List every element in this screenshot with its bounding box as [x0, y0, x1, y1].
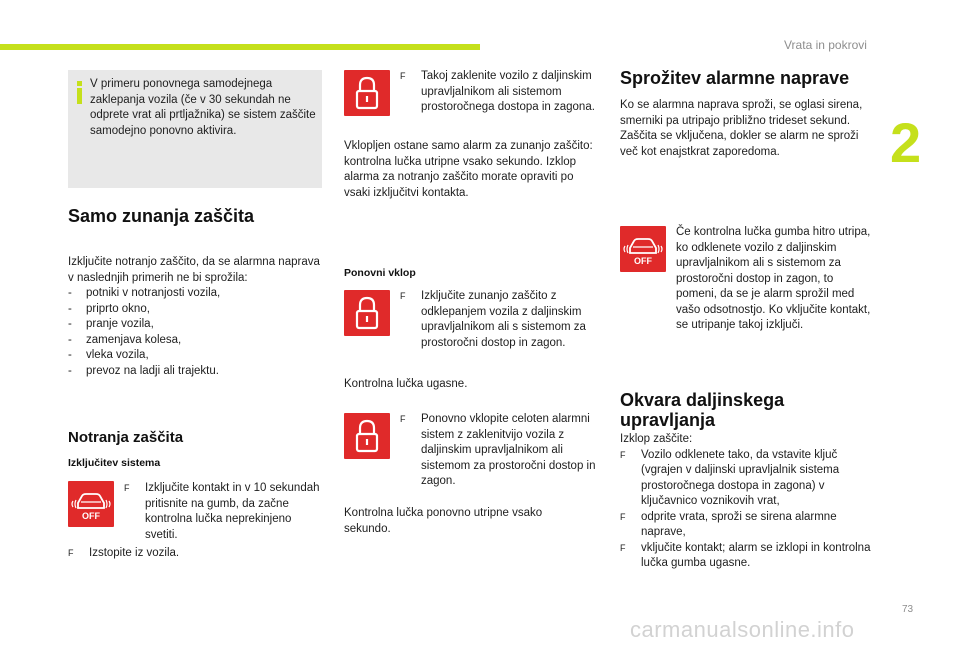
- step-reenable-alarm: F Ponovno vklopite celoten alarmni sistem z zaklenitvijo vozila z daljinskim upravljalnikom ali sistemom za prostoročni dostop in zagon.: [400, 413, 596, 487]
- heading-exterior-protection: Samo zunanja zaščita: [68, 206, 255, 226]
- alarm-off-label: OFF: [82, 511, 100, 521]
- alarm-off-icon: [68, 481, 114, 527]
- fault-steps: [620, 448, 876, 572]
- step-exit-vehicle: F Izstopite iz vozila.: [68, 547, 180, 559]
- step-disable-exterior: F Izključite zunanjo zaščito z odklepanjem vozila z daljinskim upravljalnikom ali s sistemom za prostoročni dostop in zagon.: [400, 290, 586, 349]
- para-light-off: Kontrolna lučka ugasne.: [344, 378, 468, 390]
- lock-icon: [344, 70, 390, 116]
- alarm-off-icon: [620, 226, 666, 272]
- lock-icon: [344, 413, 390, 459]
- subheading-reenable: Ponovni vklop: [344, 267, 416, 279]
- heading-remote-fault: Okvara daljinskega upravljanja: [620, 390, 785, 430]
- info-icon: [77, 81, 83, 104]
- list-item: - priprto okno,: [68, 302, 322, 318]
- para-blink: Kontrolna lučka ponovno utripne vsako sekundo.: [344, 507, 543, 535]
- subheading-disable: Izključitev sistema: [68, 457, 161, 469]
- list-item: - zamenjava kolesa,: [68, 333, 322, 349]
- list-item: F Vozilo odklenete tako, da vstavite ključ (vgrajen v daljinski upravljalnik sistema prostoročnega dostopa in zagona) v ključavnico voznikovih vrat,: [620, 448, 840, 507]
- step-disable-ignition: F Izključite kontakt in v 10 sekundah pritisnite na gumb, da začne kontrolna lučka neprekinjeno svetiti.: [124, 482, 320, 541]
- list-item: - prevoz na ladji ali trajektu.: [68, 364, 322, 380]
- list-item: - potniki v notranjosti vozila,: [68, 286, 322, 302]
- para-quick-blink: Če kontrolna lučka gumba hitro utripa, ko odklenete vozilo z daljinskim upravljalnikom ali s sistemom za prostoročni dostop in zagon, to pomeni, da se je alarm sprožil med vašo odsotnostjo. Ko vključite kontakt, se utripanje takoj izključi.: [676, 226, 871, 331]
- exterior-protection-text: [68, 255, 322, 379]
- info-text: V primeru ponovnega samodejnega zaklepanja vozila (če v 30 sekundah ne odprete vrat ali prtljažnika) se sistem zaščite samodejno ponovno aktivira.: [90, 78, 316, 137]
- lock-icon: [344, 290, 390, 336]
- step-lock-vehicle: F Takoj zaklenite vozilo z daljinskim upravljalnikom ali sistemom prostoročnega dostopa in zagona.: [400, 70, 595, 113]
- watermark: carmanualsonline.info: [630, 617, 855, 642]
- fault-intro: Izklop zaščite:: [620, 433, 693, 445]
- exterior-intro: Izključite notranjo zaščito, da se alarmna naprava v naslednjih primerih ne bi sprožila:: [68, 256, 320, 284]
- list-item: - vleka vozila,: [68, 348, 322, 364]
- para-alarm-triggered: Ko se alarmna naprava sproži, se oglasi sirena, smerniki pa utripajo približno trideset sekund. Zaščita se vključena, dokler se alarm ne sproži več kot enajstkrat zaporedoma.: [620, 99, 863, 158]
- heading-alarm-triggered: Sprožitev alarmne naprave: [620, 68, 850, 88]
- alarm-off-label: OFF: [634, 256, 652, 266]
- page-number: 73: [902, 604, 914, 615]
- chapter-number: 2: [890, 111, 922, 174]
- para-only-alarm: Vklopljen ostane samo alarm za zunanjo zaščito: kontrolna lučka utripne vsako sekundo. Izklop alarma za notranjo zaščito morate opraviti po vsaki izključitvi kontakta.: [344, 140, 593, 199]
- list-item: - pranje vozila,: [68, 317, 322, 333]
- header-accent-bar: [0, 44, 480, 50]
- remote-fault-text: [620, 432, 876, 572]
- section-title: Vrata in pokrovi: [784, 38, 867, 52]
- heading-interior-protection: Notranja zaščita: [68, 429, 184, 446]
- info-box: [68, 70, 322, 188]
- list-item: F odprite vrata, sproži se sirena alarmne naprave,: [620, 510, 837, 538]
- exterior-list: [68, 286, 322, 379]
- list-item: F vključite kontakt; alarm se izklopi in kontrolna lučka gumba ugasne.: [620, 541, 871, 569]
